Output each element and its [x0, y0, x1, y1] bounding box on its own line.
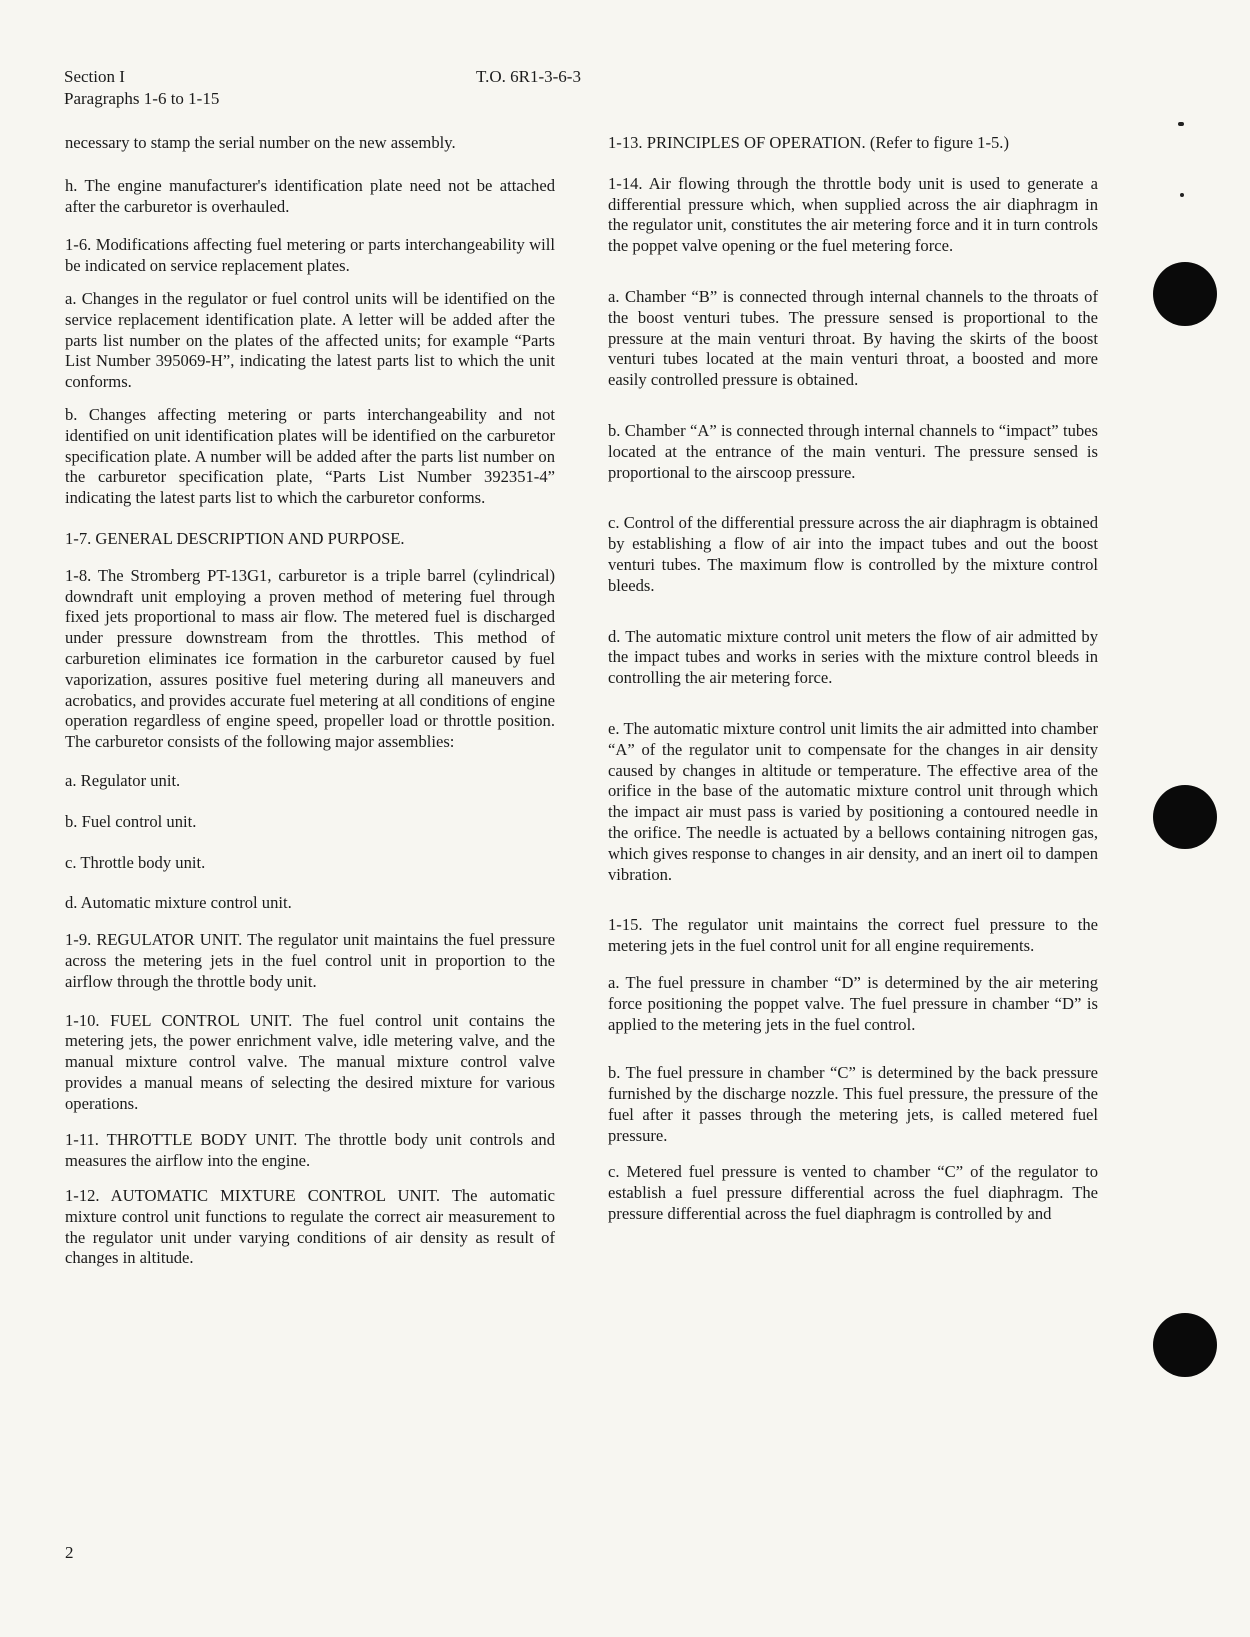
paragraph: a. Changes in the regulator or fuel control units will be identified on the service replacement identification plate. A letter will be added after the parts list number on the plates of the affected units; for example “Parts List Number 395069-H”, indicating the latest parts list to which the unit conforms. — [65, 288, 555, 392]
section-heading: 1-7. GENERAL DESCRIPTION AND PURPOSE. — [65, 528, 405, 548]
list-item: b. Fuel control unit. — [65, 811, 197, 831]
left-column — [65, 133, 555, 1289]
speck-mark — [1180, 193, 1184, 197]
paragraph: c. Control of the differential pressure across the air diaphragm is obtained by establishing a flow of air into the impact tubes and out the boost venturi tubes. The maximum flow is controlled by the mixture control bleeds. — [608, 513, 1098, 595]
paragraph: a. Chamber “B” is connected through internal channels to the throats of the boost venturi tubes. The pressure sensed is proportional to the pressure at the main venturi throat. By having the skirts of the boost venturi tubes located at the main venturi throat, a boosted and more easily controlled pressure is obtained. — [608, 286, 1098, 390]
list-item: c. Throttle body unit. — [65, 852, 206, 872]
list-item: a. Regulator unit. — [65, 770, 181, 790]
paragraph: b. Chamber “A” is connected through internal channels to “impact” tubes located at the entrance of the main venturi. The pressure sensed is proportional to the airscoop pressure. — [608, 420, 1098, 482]
paragraph: d. The automatic mixture control unit meters the flow of air admitted by the impact tubes and works in series with the mixture control bleeds in controlling the air metering force. — [608, 626, 1098, 688]
paragraph: 1-14. Air flowing through the throttle body unit is used to generate a differential pressure which, when supplied across the air diaphragm in the regulator unit, constitutes the air metering force and it in turn controls the poppet valve opening or the fuel metering force. — [608, 173, 1098, 256]
paragraph: necessary to stamp the serial number on the new assembly. — [65, 133, 456, 152]
paragraph: e. The automatic mixture control unit limits the air admitted into chamber “A” of the regulator unit to compensate for the changes in air density caused by changes in altitude or temperature. The effective area of the orifice in the base of the automatic mixture control unit through which the impact air must pass is varied by positioning a contoured needle in the orifice. The needle is actuated by a bellows containing nitrogen gas, which gives response to changes in air density, and an inert oil to dampen vibration. — [608, 718, 1098, 884]
paragraph: 1-6. Modifications affecting fuel metering or parts interchangeability will be indicated on service replacement plates. — [65, 235, 555, 276]
right-column — [608, 133, 1098, 1245]
paragraph: c. Metered fuel pressure is vented to chamber “C” of the regulator to establish a fuel pressure differential across the fuel diaphragm. The pressure differential across the fuel diaphragm is controlled by and — [608, 1162, 1098, 1224]
paragraph: b. The fuel pressure in chamber “C” is determined by the back pressure furnished by the discharge nozzle. This fuel pressure, the pressure of the fuel after it passes through the metering jets, is called metered fuel pressure. — [608, 1063, 1098, 1145]
speck-mark — [1178, 122, 1184, 126]
section-info — [64, 66, 219, 110]
paragraph: 1-9. REGULATOR UNIT. The regulator unit maintains the fuel pressure across the metering jets in the fuel control unit in proportion to the airflow through the throttle body unit. — [65, 930, 555, 991]
page-number: 2 — [65, 1543, 74, 1562]
paragraph: 1-12. AUTOMATIC MIXTURE CONTROL UNIT. The automatic mixture control unit functions to regulate the correct air measurement to the regulator unit under varying conditions of air density as result of changes in altitude. — [65, 1186, 555, 1268]
punch-hole — [1153, 262, 1217, 326]
list-item: d. Automatic mixture control unit. — [65, 893, 292, 913]
to-number: T.O. 6R1-3-6-3 — [476, 67, 581, 86]
paragraphs-label: Paragraphs 1-6 to 1-15 — [64, 89, 220, 108]
punch-hole — [1153, 785, 1217, 849]
paragraph: h. The engine manufacturer's identification plate need not be attached after the carburetor is overhauled. — [65, 175, 555, 216]
section-heading: 1-13. PRINCIPLES OF OPERATION. (Refer to figure 1-5.) — [608, 133, 1009, 152]
paragraph: 1-10. FUEL CONTROL UNIT. The fuel control unit contains the metering jets, the power enrichment valve, idle metering valve, and the manual mixture control valve. The manual mixture control valve provides a manual means of selecting the desired mixture for various operations. — [65, 1010, 555, 1113]
punch-hole — [1153, 1313, 1217, 1377]
paragraph: 1-8. The Stromberg PT-13G1, carburetor is a triple barrel (cylindrical) downdraft unit employing a proven method of metering fuel through fixed jets proportional to mass air flow. The metered fuel is discharged under pressure downstream from the throttles. This method of carburetion eliminates ice formation in the carburetor caused by fuel vaporization, assures positive fuel metering during all maneuvers and acrobatics, and provides accurate fuel metering at all conditions of engine operation regardless of engine speed, propeller load or throttle position. The carburetor consists of the following major assemblies: — [65, 565, 555, 752]
paragraph: a. The fuel pressure in chamber “D” is determined by the air metering force positioning the poppet valve. The fuel pressure in chamber “D” is applied to the metering jets in the fuel control. — [608, 972, 1098, 1034]
paragraph: b. Changes affecting metering or parts interchangeability and not identified on unit identification plates will be identified on the carburetor specification plate. A number will be added after the parts list number on the carburetor specification plate, “Parts List Number 392351-4” indicating the latest parts list to which the carburetor conforms. — [65, 404, 555, 508]
paragraph: 1-15. The regulator unit maintains the correct fuel pressure to the metering jets in the fuel control unit for all engine requirements. — [608, 915, 1098, 956]
section-label: Section I — [64, 67, 125, 86]
paragraph: 1-11. THROTTLE BODY UNIT. The throttle body unit controls and measures the airflow into the engine. — [65, 1130, 555, 1171]
